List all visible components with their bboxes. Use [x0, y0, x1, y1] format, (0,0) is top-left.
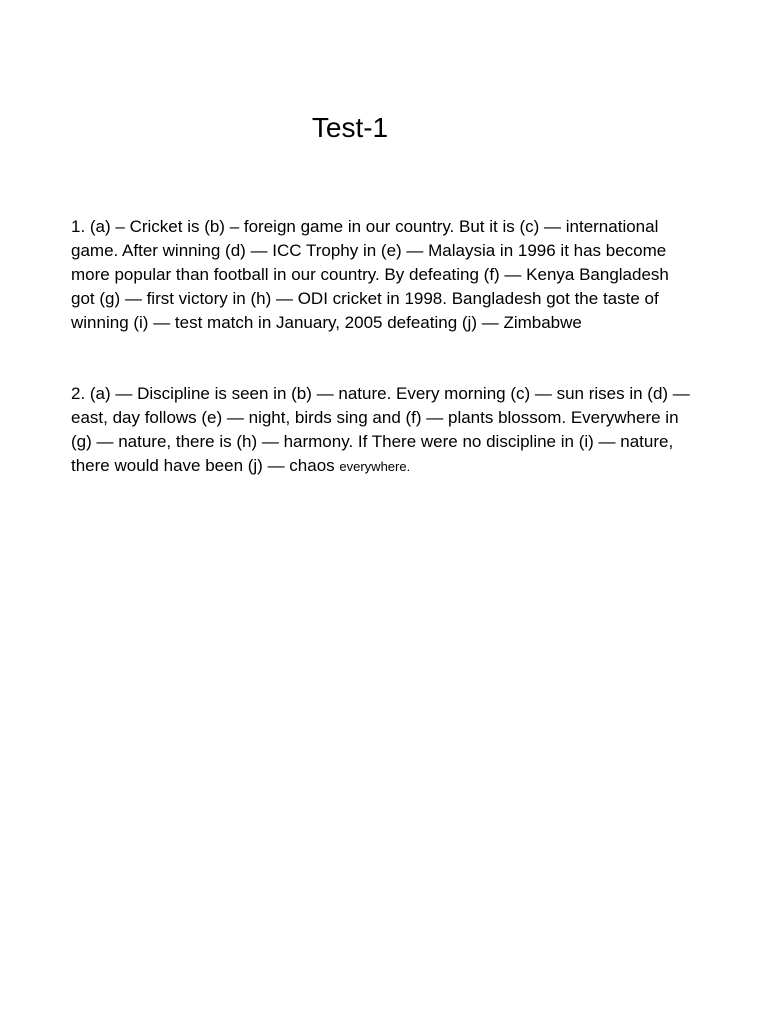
paragraph-1: [71, 215, 695, 335]
page-title: Test-1: [311, 112, 389, 143]
paragraph-2-text: 2. (a) — Discipline is seen in (b) — nature. Every morning (c) — sun rises in (d) — east, day follows (e) — night, birds sing and (f) — plants blossom. Everywhere in (g) — nature, there is (h) — harmony. If There were no discipline in (i) — nature, there would have been (j) — chaos: [71, 384, 690, 475]
paragraph-2-trailing-word: everywhere.: [339, 459, 411, 474]
paragraph-2: [71, 382, 695, 479]
paragraph-1-text: 1. (a) – Cricket is (b) – foreign game in our country. But it is (c) — international game. After winning (d) — ICC Trophy in (e) — Malaysia in 1996 it has become more popular than football in our country. By defeating (f) — Kenya Bangladesh got (g) — first victory in (h) — ODI cricket in 1998. Bangladesh got the taste of winning (i) — test match in January, 2005 defeating (j) — Zimbabwe: [71, 217, 669, 332]
